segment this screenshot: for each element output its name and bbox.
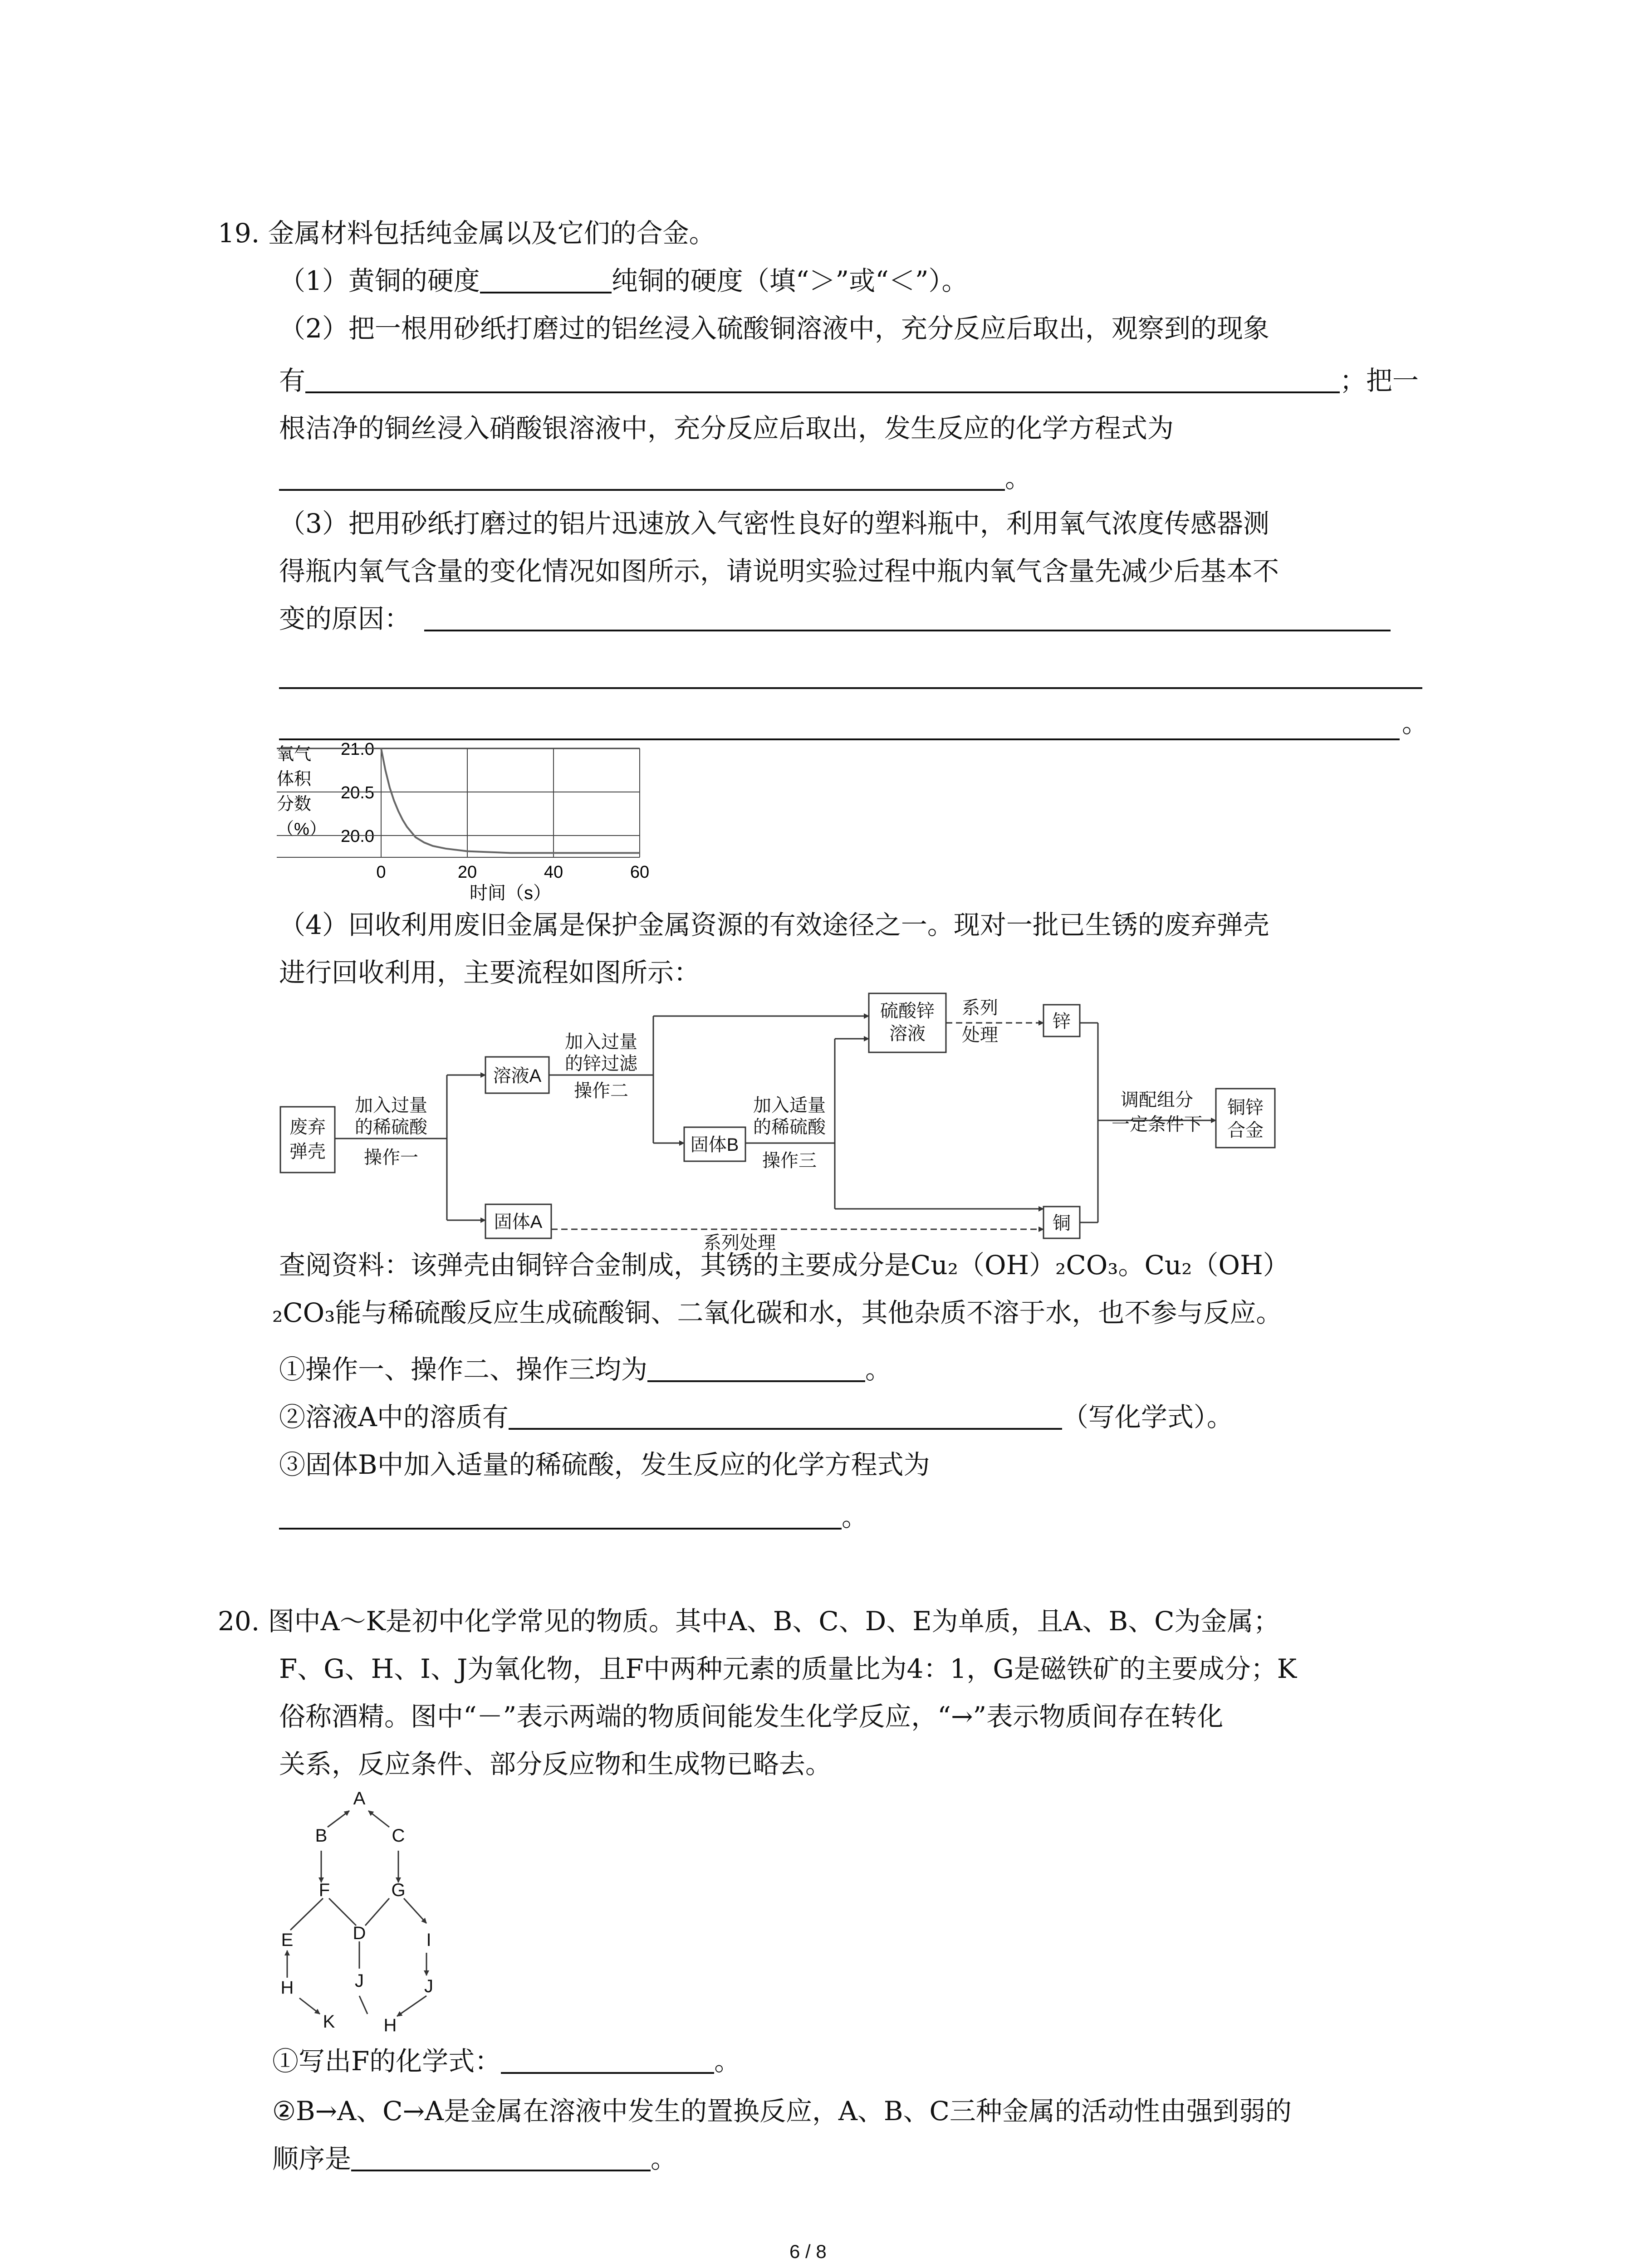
q19-part4-line1: （4）回收利用废旧金属是保护金属资源的有效途径之一。现对一批已生锈的废弃弹壳 <box>279 909 1269 940</box>
q19-part3-end: 。 <box>1402 708 1429 738</box>
q19-sub2 <box>279 1402 1233 1433</box>
oxygen-chart <box>277 739 667 907</box>
q19-sub3-answer <box>279 1501 868 1533</box>
label-zinc-excess-1: 加入过量 <box>565 1032 637 1052</box>
x-tick-label: 60 <box>630 863 650 882</box>
label-op1: 操作一 <box>364 1148 418 1168</box>
answer-blank-2[interactable] <box>305 369 1340 393</box>
q20-sub1-prefix: ①写出F的化学式： <box>272 2046 501 2077</box>
label-series-proc-2: 处理 <box>962 1025 998 1045</box>
node-g: G <box>391 1880 406 1900</box>
label-op3: 操作三 <box>762 1151 817 1171</box>
oxygen-series-line <box>381 748 640 853</box>
q19-part3-line1: （3）把用砂纸打磨过的铝片迅速放入气密性良好的塑料瓶中，利用氧气浓度传感器测 <box>279 508 1269 539</box>
node-k: K <box>323 2012 335 2032</box>
node-b: B <box>315 1826 328 1846</box>
answer-blank-9[interactable] <box>279 1505 842 1530</box>
q19-sub3-end: 。 <box>842 1501 868 1532</box>
q19-sub1-end: 。 <box>865 1354 892 1385</box>
q20-line4: 关系，反应条件、部分反应物和生成物已略去。 <box>279 1749 832 1779</box>
label-znso4-2: 溶液 <box>889 1024 926 1044</box>
q19-part3-line3 <box>279 603 1391 635</box>
q19-part1-suffix: 纯铜的硬度（填“＞”或“＜”）。 <box>611 265 968 296</box>
node-d: D <box>353 1923 366 1943</box>
q20-line1: 20. 图中A～K是初中化学常见的物质。其中A、B、C、D、E为单质，且A、B、C为金属； <box>218 1606 1280 1637</box>
q20-sub2-line2 <box>272 2143 677 2175</box>
recycling-flowchart <box>272 989 1284 1252</box>
label-solid-a: 固体A <box>494 1212 543 1232</box>
node-j-middle: J <box>355 1971 364 1991</box>
q19-stem: 19. 金属材料包括纯金属以及它们的合金。 <box>218 218 715 249</box>
node-h-left: H <box>280 1978 294 1998</box>
answer-blank-7[interactable] <box>647 1358 865 1382</box>
label-blend-2: 一定条件下 <box>1112 1114 1202 1134</box>
x-tick-label: 40 <box>544 863 563 882</box>
y-axis-label-part: 分数 <box>277 795 312 814</box>
q19-part4-line2: 进行回收利用，主要流程如图所示： <box>279 957 700 988</box>
q20-sub1-end: 。 <box>714 2046 741 2077</box>
label-acid-excess-2: 的稀硫酸 <box>355 1117 427 1137</box>
q19-part2-line2 <box>279 365 1419 397</box>
q19-part3-line2: 得瓶内氧气含量的变化情况如图所示，请说明实验过程中瓶内氧气含量先减少后基本不 <box>279 556 1279 587</box>
node-i: I <box>426 1930 431 1950</box>
q19-sub2-prefix: ②溶液A中的溶质有 <box>279 1402 509 1432</box>
label-waste-shell-1: 废弃 <box>289 1117 326 1137</box>
q20-sub2-line1: ②B→A、C→A是金属在溶液中发生的置换反应，A、B、C三种金属的活动性由强到弱的 <box>272 2096 1292 2126</box>
y-tick-label: 21.0 <box>341 740 374 759</box>
label-brass-1: 铜锌 <box>1227 1098 1264 1118</box>
node-f: F <box>318 1880 330 1900</box>
node-j-right: J <box>424 1976 433 1996</box>
q19-part1-prefix: （1）黄铜的硬度 <box>279 265 480 296</box>
y-axis-label-part: 氧气 <box>277 745 312 764</box>
x-tick-label: 20 <box>457 863 477 882</box>
label-waste-shell-2: 弹壳 <box>289 1142 326 1162</box>
box-waste-shell <box>280 1107 335 1173</box>
y-tick-label: 20.0 <box>341 827 374 846</box>
q20-sub1 <box>272 2046 740 2077</box>
answer-blank-3[interactable] <box>279 466 1005 491</box>
label-solid-b: 固体B <box>690 1135 739 1155</box>
answer-blank-4[interactable] <box>424 607 1391 631</box>
label-blend-1: 调配组分 <box>1121 1090 1193 1110</box>
node-h-bottom: H <box>383 2015 397 2035</box>
label-zinc: 锌 <box>1053 1012 1071 1031</box>
label-series-proc-bottom: 系列处理 <box>703 1233 776 1252</box>
q19-sub1-prefix: ①操作一、操作二、操作三均为 <box>279 1354 648 1385</box>
label-acid-proper-2: 的稀硫酸 <box>753 1117 826 1137</box>
q20-line3: 俗称酒精。图中“－”表示两端的物质间能发生化学反应，“→”表示物质间存在转化 <box>279 1701 1224 1732</box>
node-a: A <box>353 1789 366 1809</box>
q19-sub2-suffix: （写化学式）。 <box>1062 1402 1233 1432</box>
answer-blank-11[interactable] <box>351 2147 651 2171</box>
q20-sub2-end: 。 <box>651 2143 677 2174</box>
q19-part3-reason-label: 变的原因： <box>279 603 411 634</box>
y-tick-label: 20.5 <box>341 783 374 802</box>
label-solution-a: 溶液A <box>493 1066 542 1086</box>
label-zinc-excess-2: 的锌过滤 <box>565 1054 637 1074</box>
q19-info-line2: ₂CO₃能与稀硫酸反应生成硫酸铜、二氧化碳和水，其他杂质不溶于水，也不参与反应。 <box>272 1297 1283 1328</box>
substance-relationship-diagram <box>272 1783 463 2037</box>
q19-part2-you: 有 <box>279 365 306 396</box>
q19-sub1 <box>279 1354 892 1386</box>
page-number: 6 / 8 <box>789 2241 827 2262</box>
x-axis-label: 时间（s） <box>470 883 551 903</box>
answer-blank-1[interactable] <box>480 269 612 293</box>
q19-part2-tail: ；把一 <box>1340 365 1419 396</box>
node-e: E <box>281 1930 294 1950</box>
q19-part1 <box>279 265 968 297</box>
answer-blank-5[interactable] <box>279 687 1422 689</box>
q19-part2-end: 。 <box>1005 463 1032 494</box>
x-tick-label: 0 <box>376 863 386 882</box>
label-op2: 操作二 <box>574 1081 628 1101</box>
y-axis-label-part: （%） <box>277 820 327 839</box>
label-acid-excess-1: 加入过量 <box>355 1095 427 1115</box>
answer-blank-8[interactable] <box>509 1405 1062 1430</box>
answer-blank-10[interactable] <box>501 2049 714 2074</box>
q19-sub3: ③固体B中加入适量的稀硫酸，发生反应的化学方程式为 <box>279 1449 930 1480</box>
node-c: C <box>392 1826 405 1846</box>
label-series-proc-1: 系列 <box>962 998 998 1018</box>
q19-part2-line3: 根洁净的铜丝浸入硝酸银溶液中，充分反应后取出，发生反应的化学方程式为 <box>279 413 1174 444</box>
q20-line2: F、G、H、I、J为氧化物，且F中两种元素的质量比为4：1，G是磁铁矿的主要成分；K <box>279 1653 1297 1684</box>
q20-sub2-prefix: 顺序是 <box>272 2143 352 2174</box>
q19-part2-line4 <box>279 463 1031 494</box>
label-brass-2: 合金 <box>1227 1120 1264 1140</box>
label-acid-proper-1: 加入适量 <box>753 1095 826 1115</box>
q19-info-line1: 查阅资料：该弹壳由铜锌合金制成，其锈的主要成分是Cu₂（OH）₂CO₃。Cu₂（OH） <box>279 1250 1289 1281</box>
y-axis-label-part: 体积 <box>277 770 312 789</box>
label-znso4-1: 硫酸锌 <box>880 1001 935 1021</box>
label-copper: 铜 <box>1053 1213 1071 1233</box>
q19-part2-line1: （2）把一根用砂纸打磨过的铝丝浸入硫酸铜溶液中，充分反应后取出，观察到的现象 <box>279 313 1269 344</box>
